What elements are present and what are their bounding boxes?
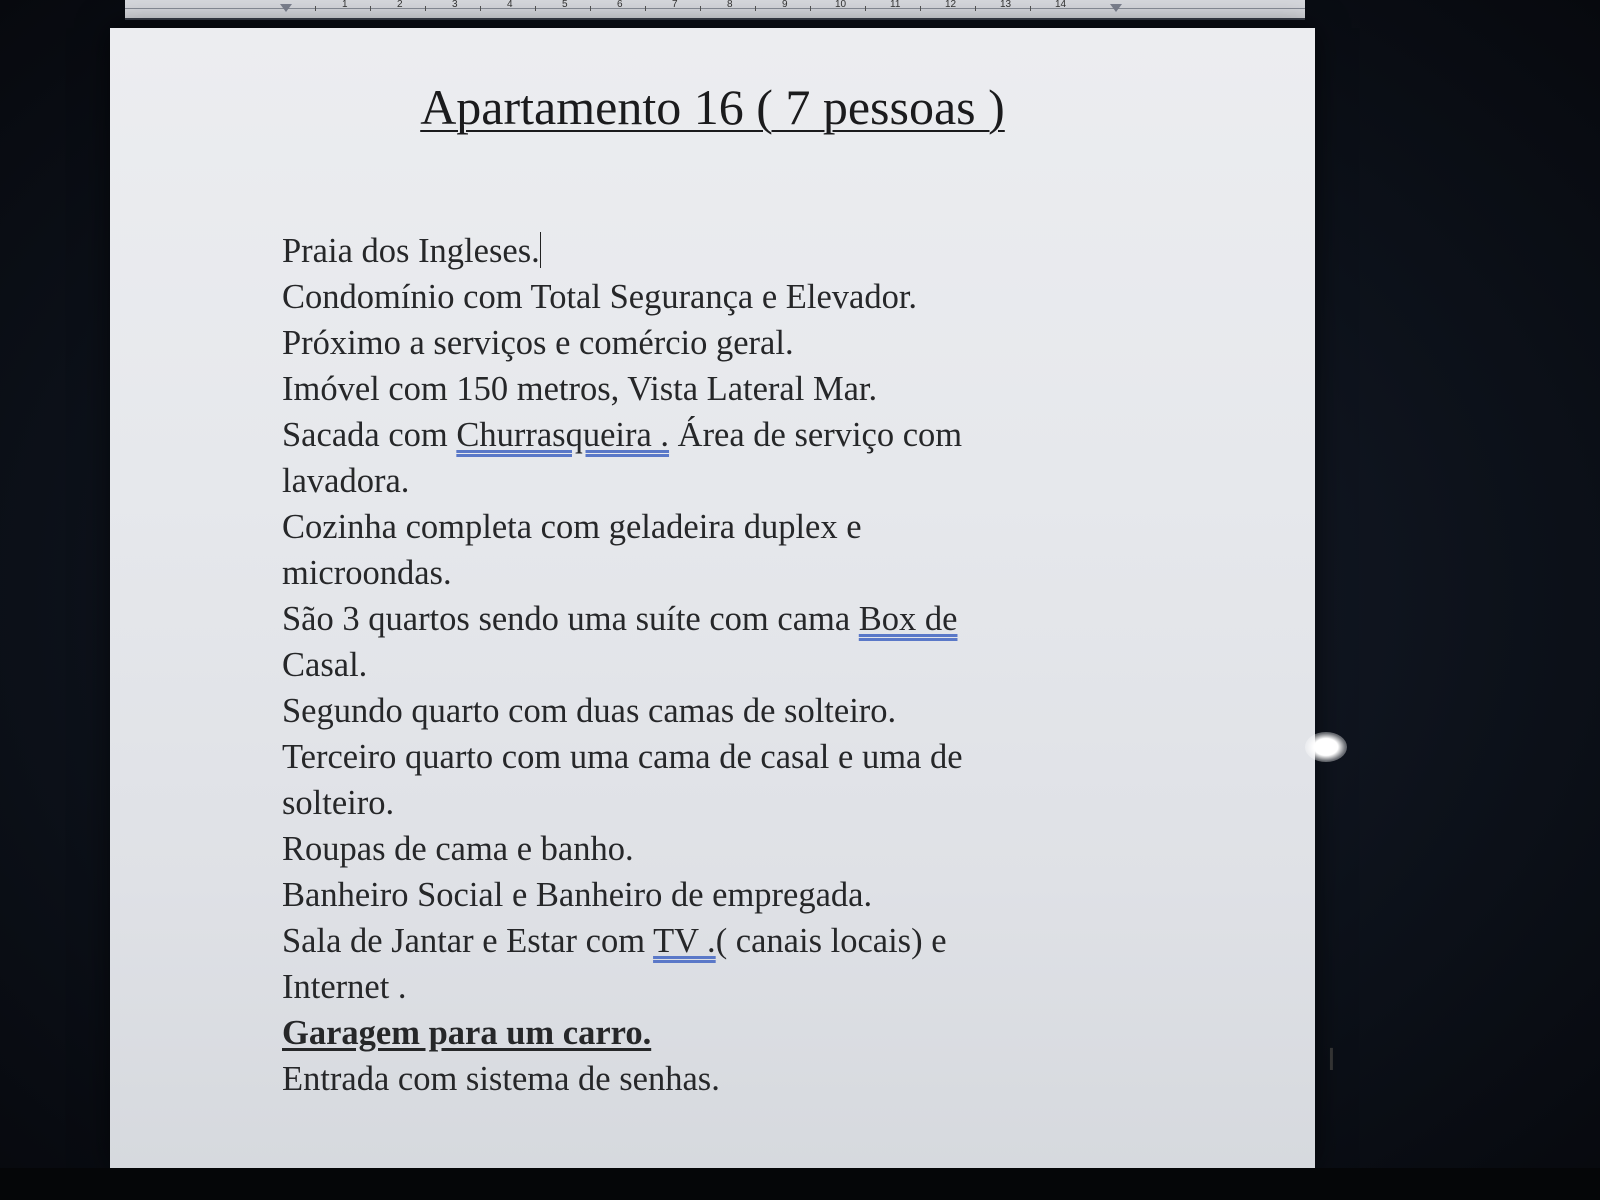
line-text: Imóvel com 150 metros, Vista Lateral Mar.: [282, 370, 878, 408]
ruler-number: 14: [1055, 0, 1067, 10]
ruler-number: 8: [727, 0, 733, 10]
line-text: São 3 quartos sendo uma suíte com cama: [282, 600, 859, 638]
line-text: Cozinha completa com geladeira duplex e: [282, 508, 862, 546]
text-line[interactable]: [282, 918, 1082, 964]
line-text: Área de serviço com: [669, 416, 963, 454]
screen-glare: [1305, 732, 1347, 762]
text-line[interactable]: [282, 274, 1082, 320]
text-line[interactable]: [282, 1010, 1082, 1056]
line-text: Roupas de cama e banho.: [282, 830, 634, 868]
text-line[interactable]: [282, 412, 1082, 458]
ruler-tick: [645, 6, 646, 11]
ruler-number: 1: [342, 0, 348, 10]
ruler-tick: [535, 6, 536, 11]
horizontal-ruler[interactable]: [125, 0, 1305, 20]
text-line[interactable]: [282, 228, 1082, 274]
line-text: ( canais locais) e: [715, 922, 947, 960]
text-line[interactable]: [282, 642, 1082, 688]
document-title[interactable]: Apartamento 16 ( 7 pessoas ): [420, 79, 1005, 135]
ruler-tick: [370, 6, 371, 11]
ruler-tick: [975, 6, 976, 11]
ruler-tick: [920, 6, 921, 11]
line-text: Banheiro Social e Banheiro de empregada.: [282, 876, 873, 914]
line-text: Casal.: [282, 646, 368, 684]
line-text: Terceiro quarto com uma cama de casal e uma de: [282, 738, 963, 776]
line-text: Entrada com sistema de senhas.: [282, 1060, 720, 1098]
text-line[interactable]: [282, 780, 1082, 826]
text-line[interactable]: [282, 826, 1082, 872]
ruler-number: 3: [452, 0, 458, 10]
spellcheck-word[interactable]: Box de: [858, 600, 958, 638]
ruler-tick: [1030, 6, 1031, 11]
ruler-tick: [590, 6, 591, 11]
spellcheck-word[interactable]: Churrasqueira .: [456, 416, 670, 454]
text-line[interactable]: [282, 550, 1082, 596]
ruler-tick: [865, 6, 866, 11]
text-line[interactable]: [282, 504, 1082, 550]
line-text: Praia dos Ingleses.: [282, 232, 540, 270]
text-caret: [540, 232, 541, 268]
text-line[interactable]: [282, 596, 1082, 642]
ruler-number: 11: [890, 0, 901, 10]
ruler-number: 10: [835, 0, 847, 10]
text-cursor-icon: I: [1327, 1043, 1336, 1078]
ruler-number: 2: [397, 0, 403, 10]
text-line[interactable]: [282, 688, 1082, 734]
text-line[interactable]: [282, 872, 1082, 918]
line-text: Próximo a serviços e comércio geral.: [282, 324, 794, 362]
text-line[interactable]: [282, 734, 1082, 780]
ruler-tick: [315, 6, 316, 11]
text-line[interactable]: [282, 964, 1082, 1010]
line-text: microondas.: [282, 554, 452, 592]
left-indent-marker[interactable]: [280, 4, 292, 12]
text-line[interactable]: [282, 458, 1082, 504]
ruler-number: 7: [672, 0, 678, 10]
ruler-number: 12: [945, 0, 957, 10]
ruler-tick: [425, 6, 426, 11]
line-text: Condomínio com Total Segurança e Elevador.: [282, 278, 918, 316]
line-text: Segundo quarto com duas camas de solteiro.: [282, 692, 897, 730]
right-indent-marker[interactable]: [1110, 4, 1122, 12]
line-text: solteiro.: [282, 784, 395, 822]
spellcheck-word[interactable]: TV .: [653, 922, 716, 960]
ruler-number: 4: [507, 0, 513, 10]
text-line[interactable]: [282, 1056, 1082, 1102]
line-text: Sacada com: [282, 416, 457, 454]
screen-bottom-edge: [0, 1168, 1600, 1200]
line-text: lavadora.: [282, 462, 410, 500]
document-page[interactable]: [110, 28, 1336, 1168]
ruler-tick: [480, 6, 481, 11]
text-line[interactable]: [282, 366, 1082, 412]
line-text: Internet .: [282, 968, 407, 1006]
line-text: Sala de Jantar e Estar com: [282, 922, 654, 960]
ruler-number: 9: [782, 0, 788, 10]
document-body[interactable]: [282, 228, 1082, 1102]
ruler-number: 5: [562, 0, 568, 10]
text-line[interactable]: [282, 320, 1082, 366]
ruler-tick: [755, 6, 756, 11]
ruler-number: 13: [1000, 0, 1012, 10]
bold-underlined-text: Garagem para um carro.: [282, 1014, 652, 1052]
ruler-number: 6: [617, 0, 623, 10]
ruler-track: [125, 8, 1305, 9]
ruler-tick: [810, 6, 811, 11]
ruler-tick: [700, 6, 701, 11]
